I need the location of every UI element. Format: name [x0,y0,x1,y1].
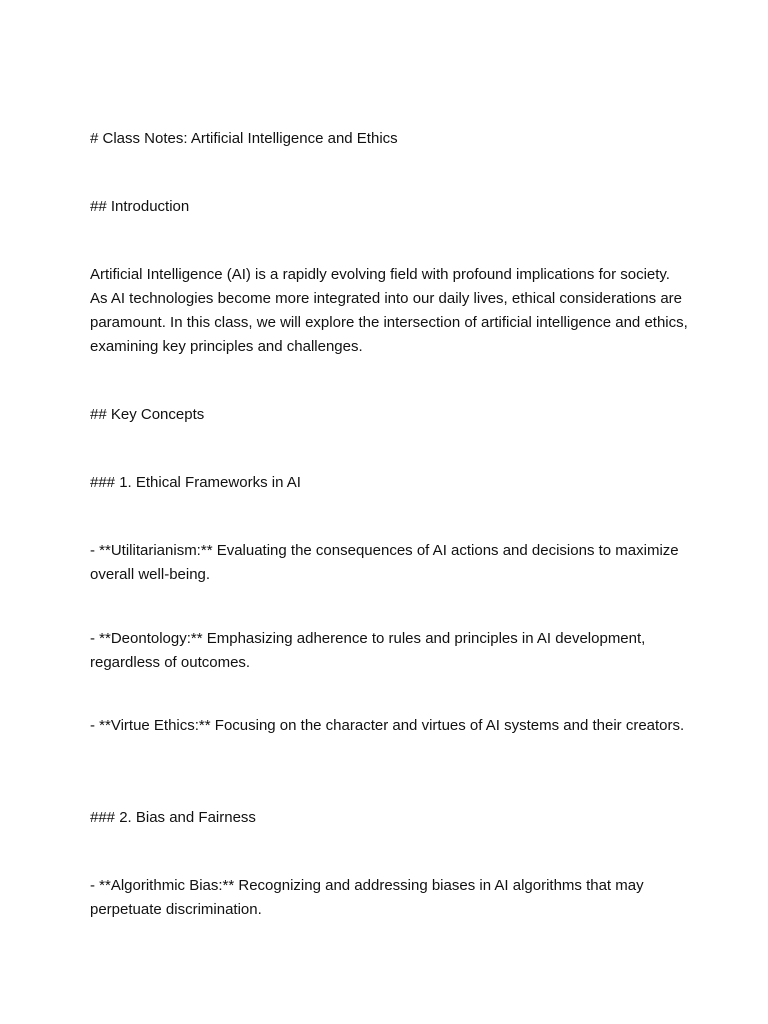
list-item-algorithmic-bias: - **Algorithmic Bias:** Recognizing and addressing biases in AI algorithms that may perpetuate discrimination. [90,877,644,918]
list-item-virtue-ethics: - **Virtue Ethics:** Focusing on the character and virtues of AI systems and their creators. [90,717,685,734]
introduction-paragraph: Artificial Intelligence (AI) is a rapidly evolving field with profound implications for society. As AI technologies become more integrated into our daily lives, ethical considerations are paramount. In this class, we will explore the intersection of artificial intelligence and ethics, examining key principles and challenges. [90,266,688,355]
list-item-deontology: - **Deontology:** Emphasizing adherence to rules and principles in AI development, regardless of outcomes. [90,630,646,671]
section-1-heading: ### 1. Ethical Frameworks in AI [90,474,301,491]
section-2-heading: ### 2. Bias and Fairness [90,809,256,826]
document-title: # Class Notes: Artificial Intelligence and Ethics [90,130,398,147]
list-item-utilitarianism: - **Utilitarianism:** Evaluating the consequences of AI actions and decisions to maximize overall well-being. [90,542,679,583]
key-concepts-heading: ## Key Concepts [90,406,205,423]
introduction-heading: ## Introduction [90,198,190,215]
